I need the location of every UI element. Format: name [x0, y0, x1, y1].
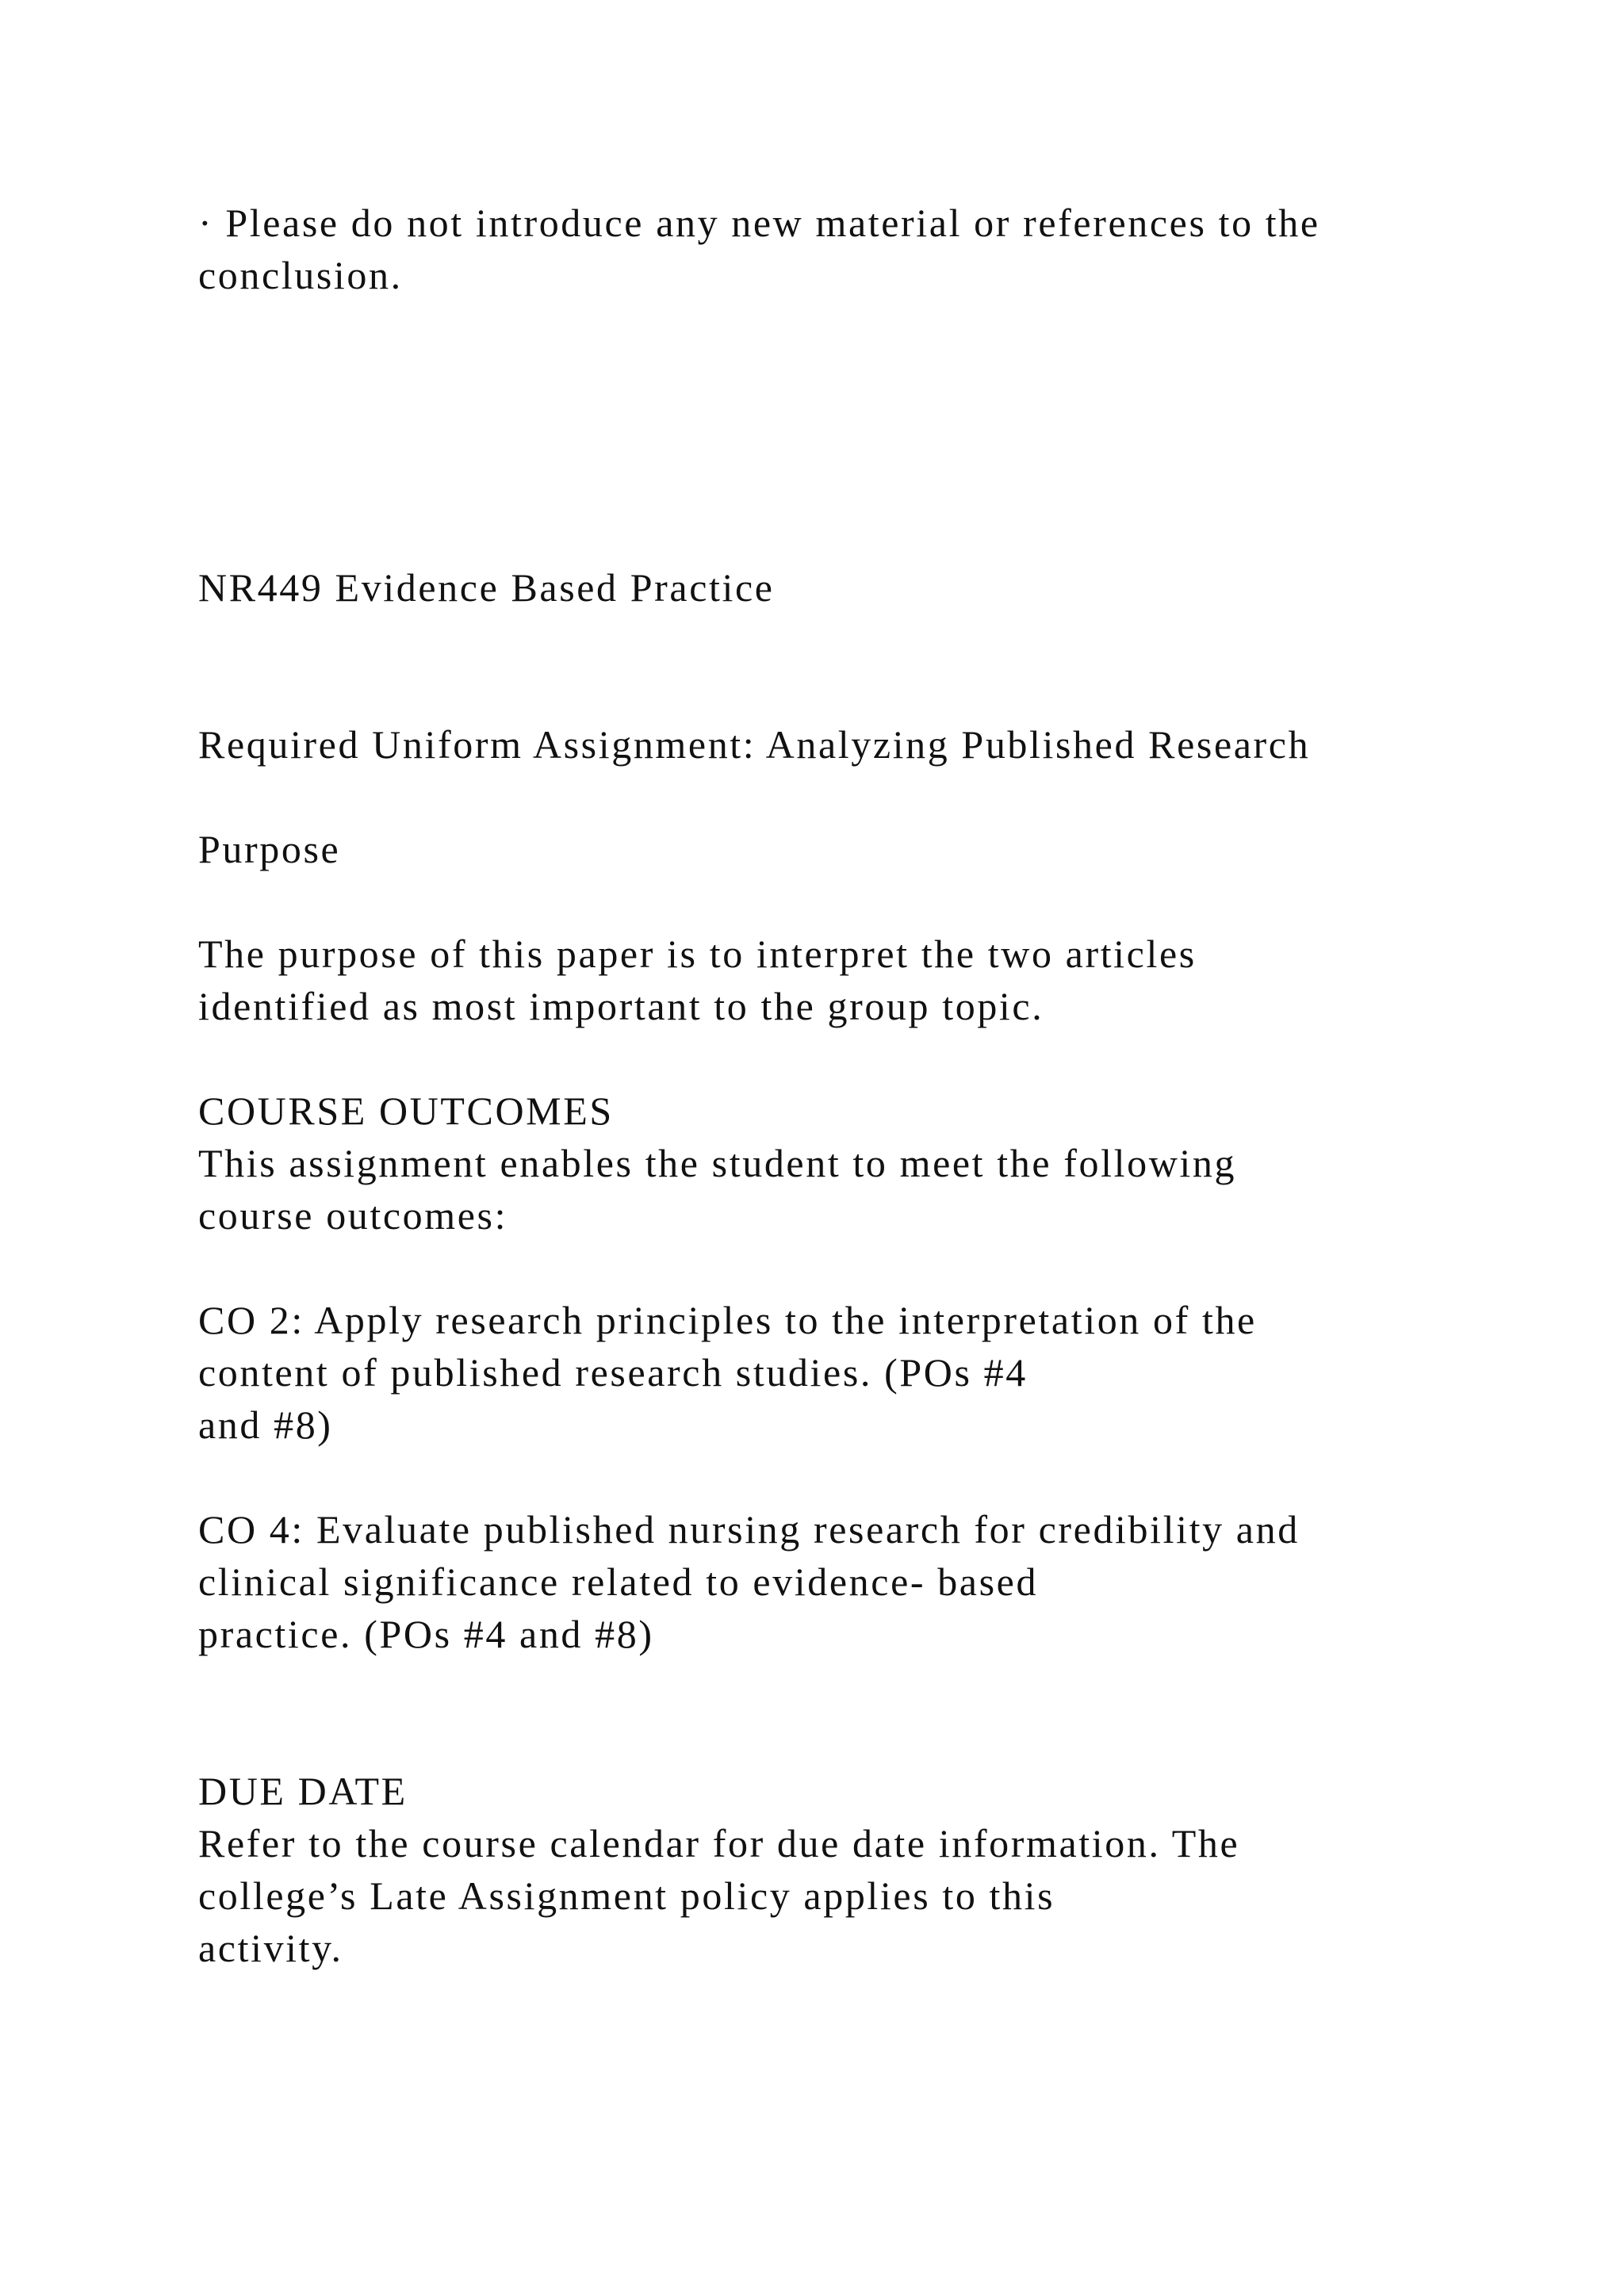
intro-text: conclusion. [198, 253, 403, 297]
course-outcomes-heading: COURSE OUTCOMES [198, 1089, 614, 1133]
due-date-text: Refer to the course calendar for due date information. The [198, 1821, 1240, 1866]
co2-text: CO 2: Apply research principles to the interpretation of the [198, 1298, 1257, 1342]
co2-text: content of published research studies. (POs #4 [198, 1350, 1028, 1395]
co4-text: clinical significance related to evidence- based [198, 1559, 1039, 1604]
due-date-text: college’s Late Assignment policy applies to this [198, 1873, 1055, 1918]
course-outcomes-text: This assignment enables the student to meet the following [198, 1141, 1237, 1185]
course-outcomes-text: course outcomes: [198, 1193, 508, 1238]
purpose-heading: Purpose [198, 827, 341, 871]
assignment-title: Required Uniform Assignment: Analyzing Published Research [198, 722, 1311, 767]
intro-text: · Please do not introduce any new material or references to the [198, 201, 1320, 245]
co4-text: practice. (POs #4 and #8) [198, 1612, 654, 1656]
course-title: NR449 Evidence Based Practice [198, 565, 775, 610]
co4-text: CO 4: Evaluate published nursing research for credibility and [198, 1507, 1300, 1552]
due-date-heading: DUE DATE [198, 1769, 408, 1813]
purpose-text: The purpose of this paper is to interpret the two articles [198, 932, 1197, 976]
co2-text: and #8) [198, 1402, 333, 1447]
due-date-text: activity. [198, 1926, 343, 1970]
purpose-text: identified as most important to the group topic. [198, 984, 1044, 1028]
